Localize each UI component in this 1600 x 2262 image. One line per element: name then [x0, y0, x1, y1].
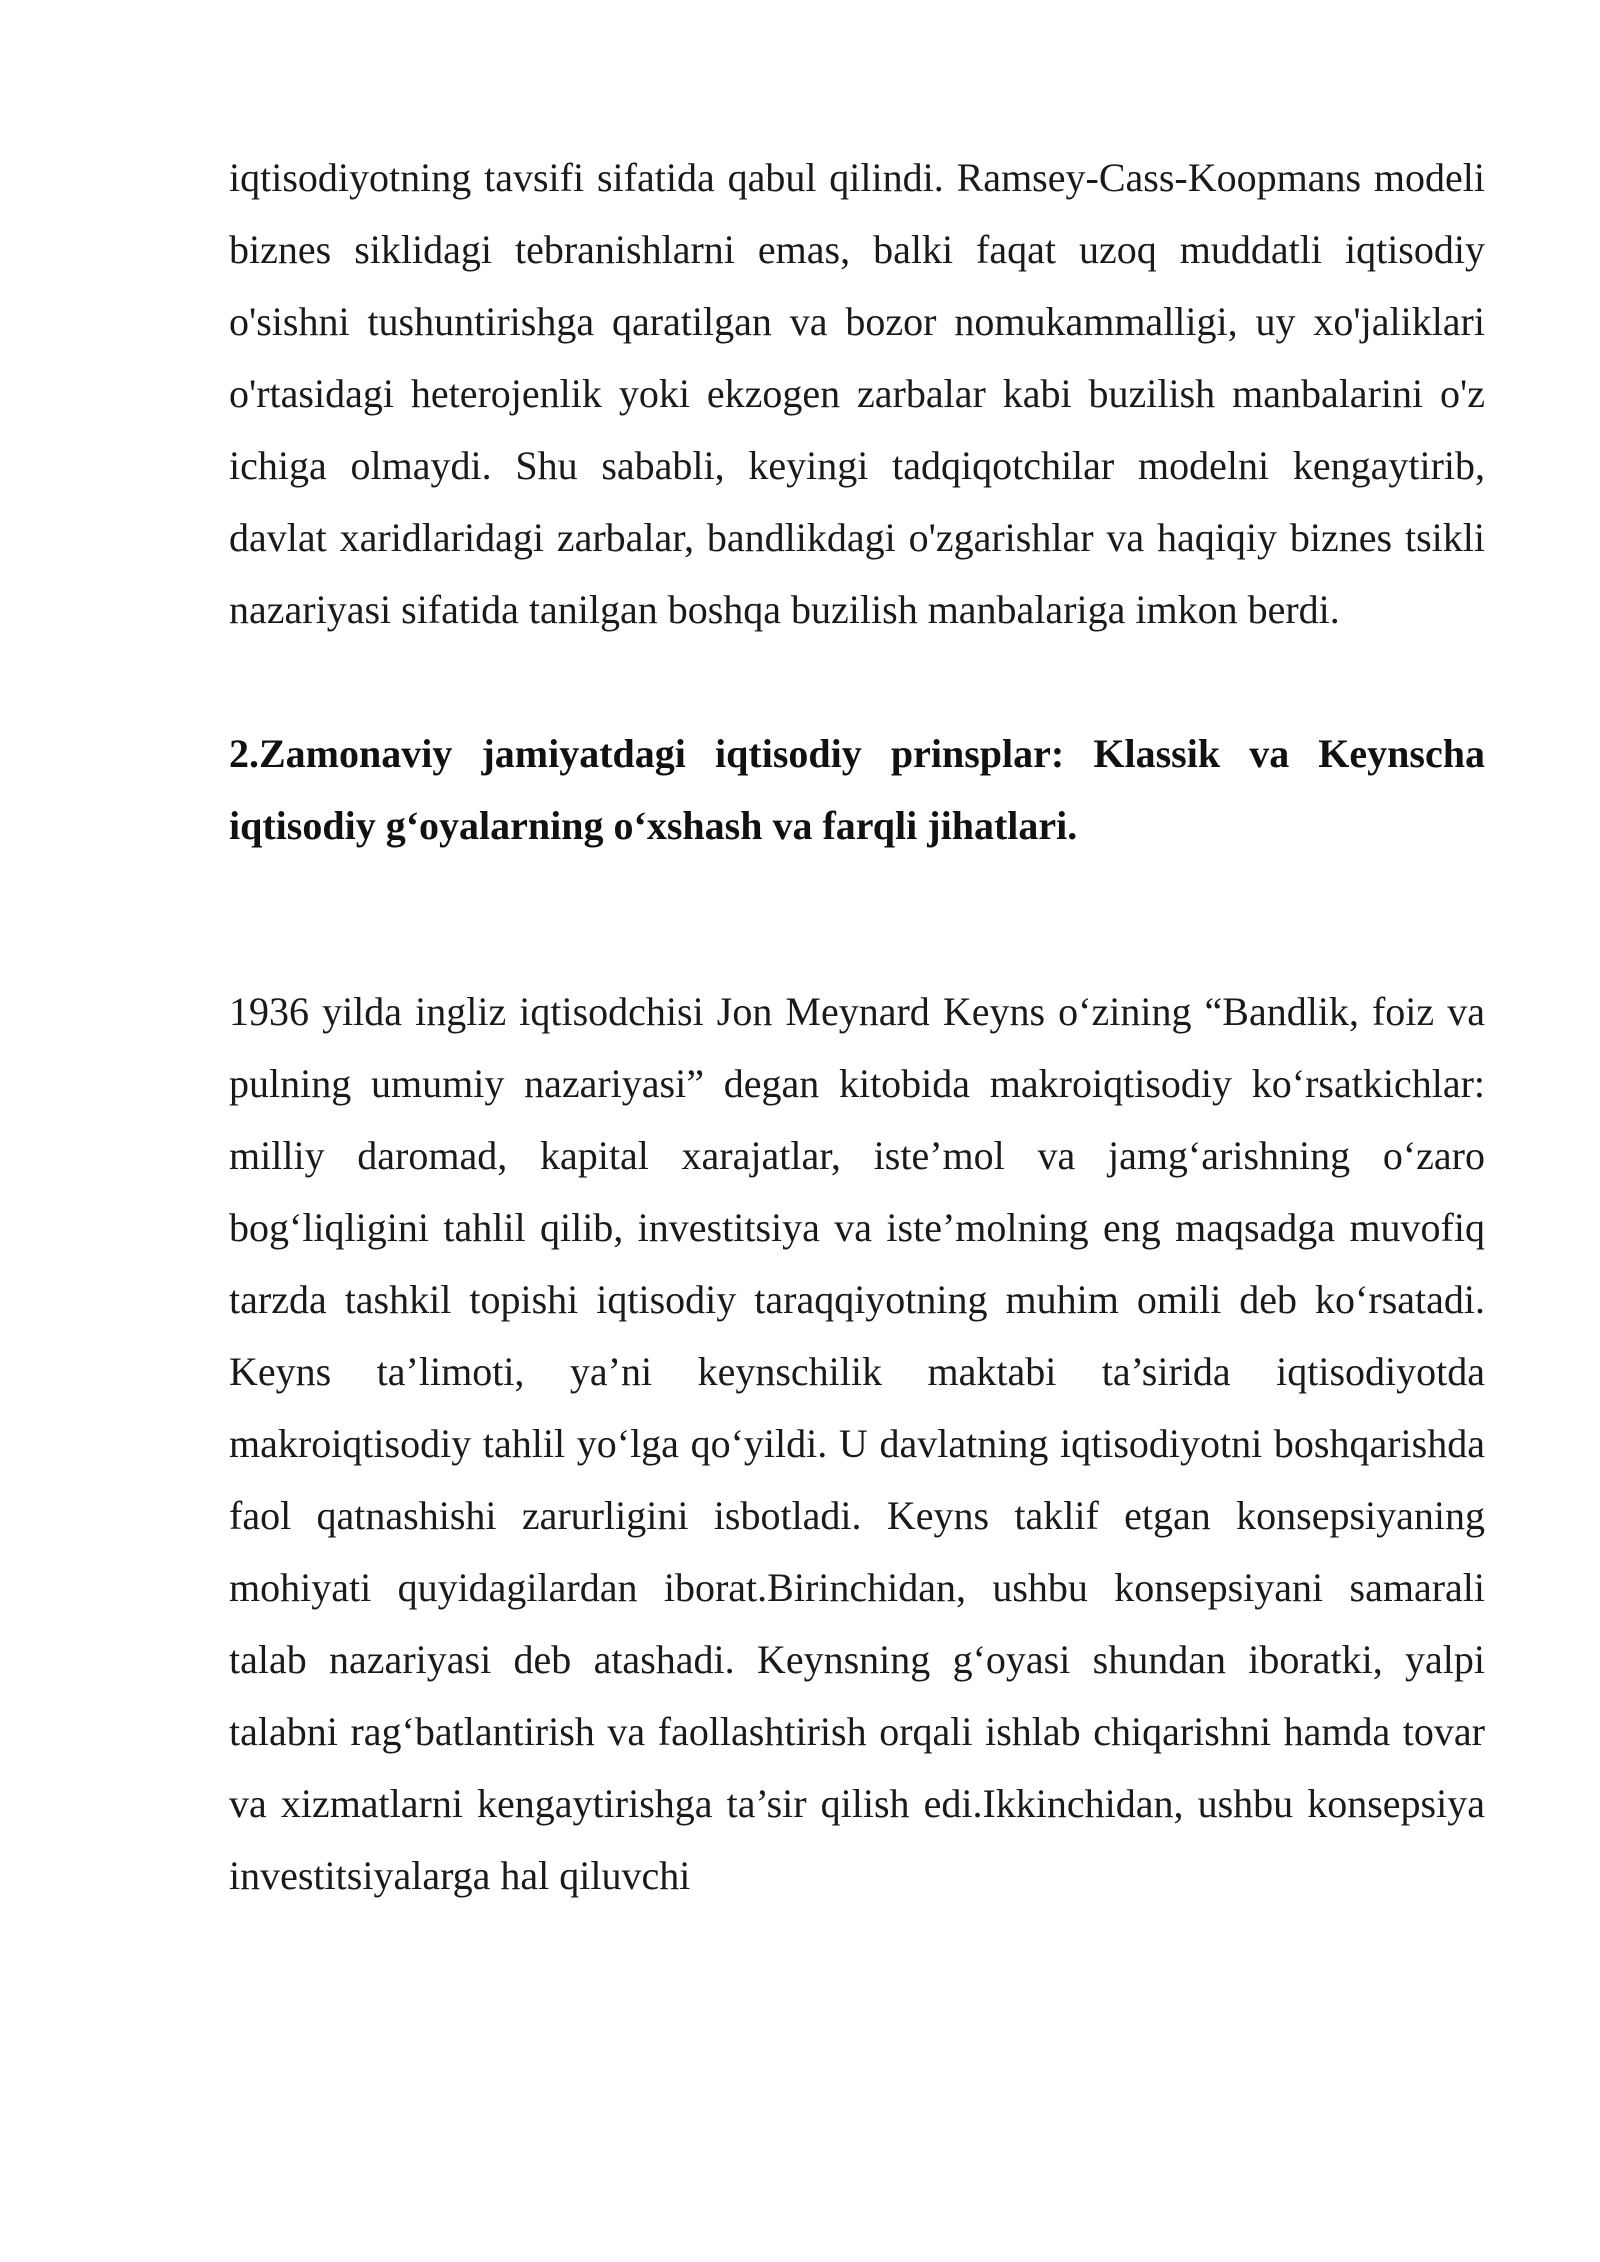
paragraph-text: 1936 yilda ingliz iqtisodchisi Jon Meynard Keyns o‘zining “Bandlik, foiz va pulning umumiy nazariyasi” degan kitobida makroiqtisodiy ko‘rsatkichlar: milliy daromad, kapital xarajatlar, iste’mol va jamg‘arishning o‘zaro bog‘liqligini tahlil qilib, investitsiya va iste’molning eng maqsadga muvofiq tarzda tashkil topishi iqtisodiy taraqqiyotning muhim omili deb ko‘rsatadi. Keyns ta’limoti, ya’ni keynschilik maktabi ta’sirida iqtisodiyotda makroiqtisodiy tahlil yo‘lga qo‘yildi. U davlatning iqtisodiyotni boshqarishda faol qatnashishi zarurligini isbotladi. Keyns taklif etgan konsepsiyaning mohiyati quyidagilardan iborat.Birinchidan, ushbu konsepsiyani samarali talab nazariyasi deb atashadi. Keynsning g‘oyasi shundan iboratki, yalpi talabni rag‘batlantirish va faollashtirish orqali ishlab chiqarishni hamda tovar va xizmatlarni kengaytirishga ta’sir qilish edi.Ikkinchidan, ushbu konsepsiya investitsiyalarga hal qiluvchi — [229, 989, 1485, 1898]
body-paragraph-2 — [229, 976, 1485, 1912]
section-heading-text: 2.Zamonaviy jamiyatdagi iqtisodiy prinsplar: Klassik va Keynscha iqtisodiy g‘oyalarning o‘xshash va farqli jihatlari. — [229, 731, 1485, 848]
section-heading — [229, 718, 1485, 862]
body-paragraph-1 — [229, 142, 1485, 646]
paragraph-text: iqtisodiyotning tavsifi sifatida qabul qilindi. Ramsey-Cass-Koopmans modeli biznes siklidagi tebranishlarni emas, balki faqat uzoq muddatli iqtisodiy o'sishni tushuntirishga qaratilgan va bozor nomukammalligi, uy xo'jaliklari o'rtasidagi heterojenlik yoki ekzogen zarbalar kabi buzilish manbalarini o'z ichiga olmaydi. Shu sababli, keyingi tadqiqotchilar modelni kengaytirib, davlat xaridlaridagi zarbalar, bandlikdagi o'zgarishlar va haqiqiy biznes tsikli nazariyasi sifatida tanilgan boshqa buzilish manbalariga imkon berdi. — [229, 155, 1485, 632]
